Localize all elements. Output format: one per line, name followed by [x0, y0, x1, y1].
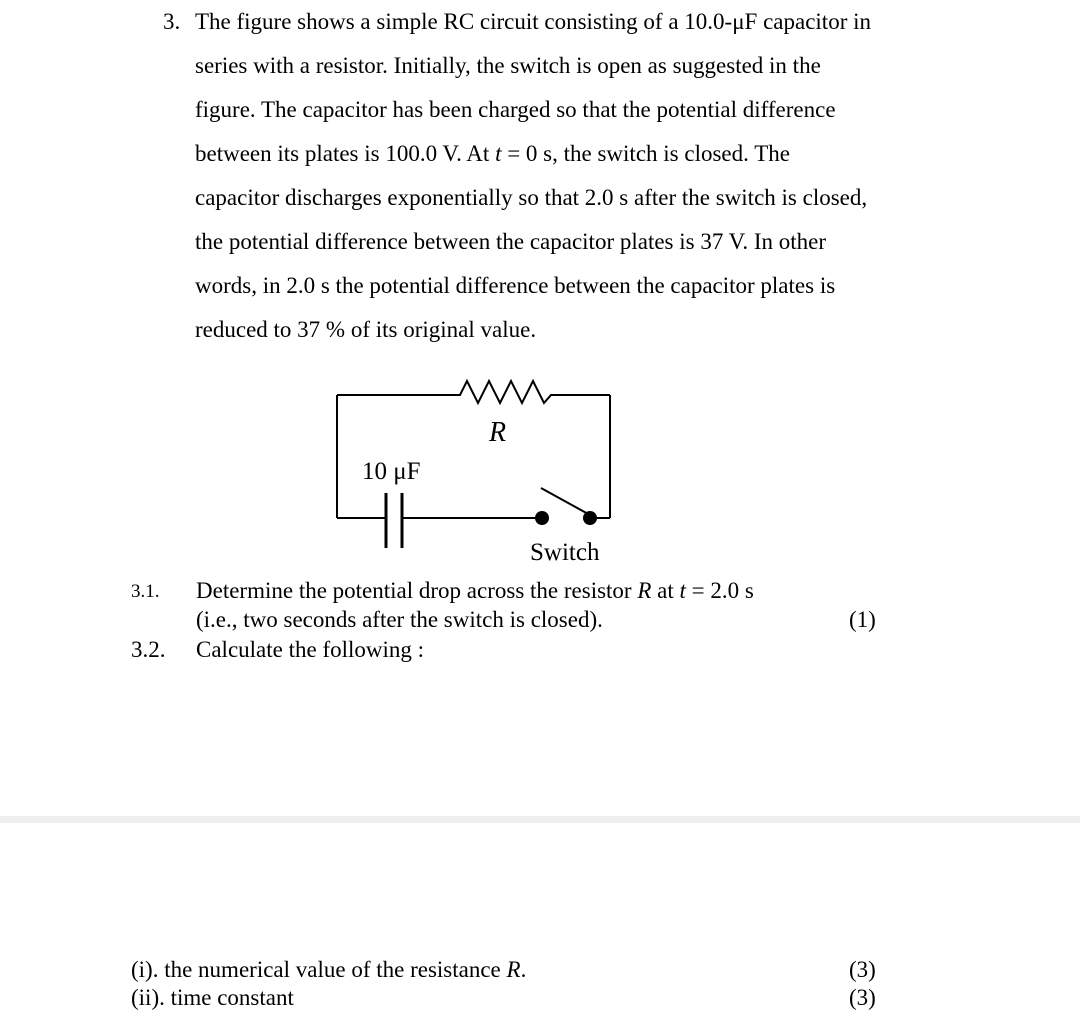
switch-blade — [541, 488, 590, 515]
subquestion-3-1-marks: (1) — [849, 607, 876, 632]
question-line-6: the potential difference between the capacitor plates is 37 V. In other — [195, 229, 826, 254]
question-line-3: figure. The capacitor has been charged so that the potential difference — [195, 97, 836, 122]
question-line-7: words, in 2.0 s the potential difference between the capacitor plates is — [195, 273, 836, 298]
part-ii-text: (ii). time constant — [131, 985, 294, 1010]
part-ii-marks: (3) — [849, 985, 876, 1010]
subquestion-3-2-text: Calculate the following : — [196, 637, 425, 662]
switch-label: Switch — [530, 539, 600, 566]
page-divider — [0, 816, 1080, 823]
switch-contact-right — [583, 511, 597, 525]
resistor-symbol — [337, 381, 610, 403]
part-i-marks: (3) — [849, 957, 876, 982]
part-i-text: (i). the numerical value of the resistance R. — [131, 957, 527, 982]
capacitor-label: 10 μF — [362, 458, 421, 485]
subquestion-3-1-number: 3.1. — [131, 581, 160, 602]
question-number: 3. — [163, 9, 181, 34]
question-line-4: between its plates is 100.0 V. At t = 0 s, the switch is closed. The — [195, 141, 790, 166]
subquestion-3-1-line-2: (i.e., two seconds after the switch is closed). — [196, 607, 603, 632]
switch-contact-left — [535, 511, 549, 525]
question-line-8: reduced to 37 % of its original value. — [195, 317, 537, 342]
question-line-5: capacitor discharges exponentially so that 2.0 s after the switch is closed, — [195, 185, 868, 210]
question-line-2: series with a resistor. Initially, the switch is open as suggested in the — [195, 53, 821, 78]
subquestion-3-1-line-1: Determine the potential drop across the resistor R at t = 2.0 s — [196, 578, 754, 603]
question-line-1: The figure shows a simple RC circuit consisting of a 10.0-μF capacitor in — [195, 9, 871, 34]
resistor-label: R — [489, 417, 507, 448]
subquestion-3-2-number: 3.2. — [131, 637, 166, 662]
